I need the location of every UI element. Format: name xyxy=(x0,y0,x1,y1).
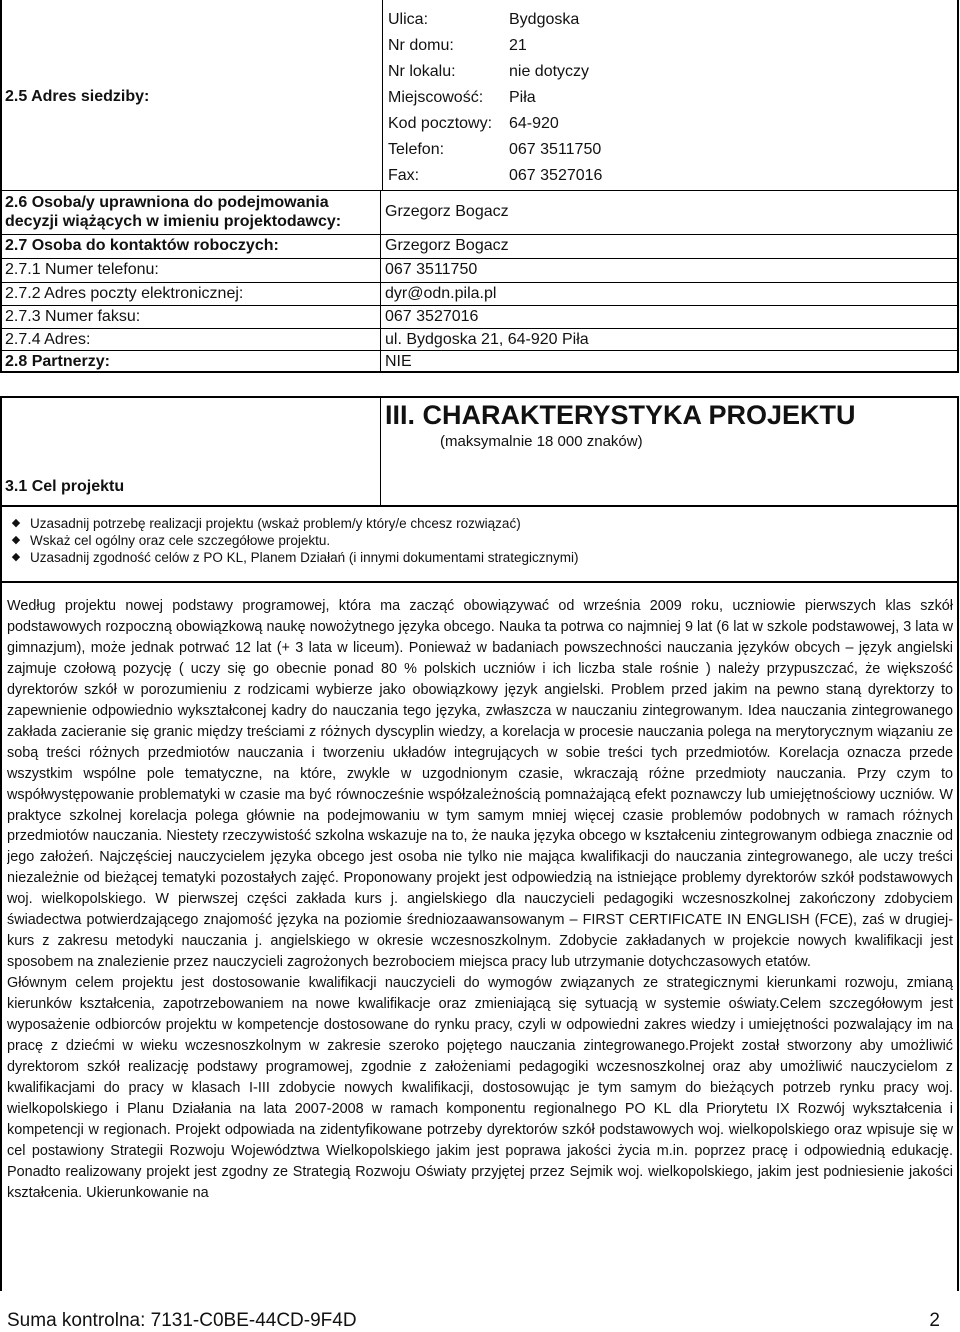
authorized-person-label-line2: decyzji wiążących w imieniu projektodawcy: xyxy=(5,213,342,230)
city-label: Miejscowość: xyxy=(388,89,484,106)
body-paragraph: Głównym celem projektu jest dostosowanie kwalifikacji nauczycieli do wymogów związanych ze strategicznymi kierunkami rozwoju, zmianą kierunków kształcenia, zapotrzebowaniem na nowe kwalifikacje oraz zmieniającą się sytuacją w systemie oświaty.Celem szczegółowym jest wyposażenie odbiorców projektu w kompetencje dostosowane do rynku pracy, czyli w odpowiedni zakres wiedzy i umiejętności pozwalający im na pracę z dziećmi w wieku wczesnoszkolnym w zakresie szeroko pojętego nauczania zintegrowanego.Projekt został stworzony aby umożliwić dyrektorom szkół realizację podstawy programowej, zgodnie z założeniami pedagogiki wczesnoszkolnej oraz aby umożliwić nauczycielom z kwalifikacjami do pracy w klasach I-III zdobycie nowych kwalifikacji, dostosowując je tym samym do bieżących potrzeb rynku pracy woj. wielkopolskiego i Planu Działania na lata 2007-2008 w ramach komponentu regionalnego PO KL dla Priorytetu IX Rozwój wykształcenia i kompetencji w regionach. Projekt odpowiada na zidentyfikowane potrzeby dyrektorów szkół podstawowych woj. wielkopolskiego oraz wpisuje się w cel postawiony Strategii Rozwoju Województwa Wielkopolskiego jakim jest poprawa jakości życia m.in. poprzez pracę i odpowiednią edukację. Ponadto realizowany projekt jest zgodny ze Strategią Rozwoju Oświaty przyjętej przez Sejmik woj. wielkopolskiego, jakim jest podniesienie jakości kształcenia. Ukierunkowanie na xyxy=(7,975,953,1201)
contact-address-label: 2.7.4 Adres: xyxy=(5,331,91,348)
fax-label: Fax: xyxy=(388,167,420,184)
checksum: Suma kontrolna: 7131-C0BE-44CD-9F4D xyxy=(7,1310,357,1331)
instruction-text: Uzasadnij potrzebę realizacji projektu (wskaż problem/y który/e chcesz rozwiązać) xyxy=(30,516,521,531)
postal-code-value: 64-920 xyxy=(509,115,559,132)
section-title: III. CHARAKTERYSTYKA PROJEKTU xyxy=(385,400,856,430)
house-number-value: 21 xyxy=(509,37,527,54)
street-value: Bydgoska xyxy=(509,11,580,28)
partners-value: NIE xyxy=(385,353,412,370)
street-label: Ulica: xyxy=(388,11,429,28)
list-item xyxy=(10,515,910,532)
apartment-label: Nr lokalu: xyxy=(388,63,456,80)
phone-label: Telefon: xyxy=(388,141,445,158)
diamond-bullet-icon: ◆ xyxy=(11,534,21,546)
authorized-person-value: Grzegorz Bogacz xyxy=(385,203,509,220)
contact-person-label: 2.7 Osoba do kontaktów roboczych: xyxy=(5,237,279,254)
contact-phone-label: 2.7.1 Numer telefonu: xyxy=(5,261,159,278)
house-number-label: Nr domu: xyxy=(388,37,454,54)
section-subtitle: (maksymalnie 18 000 znaków) xyxy=(440,433,643,450)
partners-label: 2.8 Partnerzy: xyxy=(5,353,110,370)
apartment-value: nie dotyczy xyxy=(509,63,590,80)
address-section-label: 2.5 Adres siedziby: xyxy=(5,88,150,105)
fax-number-label: 2.7.3 Numer faksu: xyxy=(5,308,141,325)
contact-person-value: Grzegorz Bogacz xyxy=(385,237,509,254)
phone-value: 067 3511750 xyxy=(509,141,602,158)
contact-phone-value: 067 3511750 xyxy=(385,261,478,278)
email-label: 2.7.2 Adres poczty elektronicznej: xyxy=(5,285,244,302)
project-goal-label: 3.1 Cel projektu xyxy=(5,478,125,495)
fax-value: 067 3527016 xyxy=(509,167,603,184)
diamond-bullet-icon: ◆ xyxy=(11,517,21,529)
postal-code-label: Kod pocztowy: xyxy=(388,115,493,132)
page-number: 2 xyxy=(929,1310,940,1331)
instruction-text: Wskaż cel ogólny oraz cele szczegółowe projektu. xyxy=(30,533,331,548)
city-value: Piła xyxy=(509,89,536,106)
diamond-bullet-icon: ◆ xyxy=(11,551,21,563)
fax-number-value: 067 3527016 xyxy=(385,308,479,325)
email-value: dyr@odn.pila.pl xyxy=(385,285,497,302)
authorized-person-label-line1: 2.6 Osoba/y uprawniona do podejmowania xyxy=(5,194,329,211)
body-paragraph: Według projektu nowej podstawy programowej, która ma zacząć obowiązywać od września 2009 roku, uczniowie pierwszych klas szkół podstawowych rozpoczną obowiązkową naukę nowożytnego języka obcego. Nauka ta potrwa co najmniej 9 lat (6 lat w szkole podstawowej, 3 lata w gimnazjum), może jednak potrwać 12 lat (+ 3 lata w liceum). Ponieważ w badaniach powszechności nauczania języków obcych – język angielski zajmuje czołową pozycję ( uczy się go obecnie ponad 80 % polskich uczniów i ich liczba stale rośnie ) należy przypuszczać, że większość dyrektorów szkół w porozumieniu z rodzicami wybierze jako obowiązkowy język angielski. Problem przed jakim na pewno staną dyrektorzy to zapewnienie odpowiednio wykształconej kadry do nauczania tego języka, zwłaszcza w nauczaniu zintegrowanym. Idea nauczania zintegrowanego zakłada zacieranie się granic między treściami z różnych dyscyplin wiedzy, a korelacja w procesie nauczania polega na merytorycznym wiązaniu ze sobą treści różnych przedmiotów nauczania i tworzeniu układów integrujących w sobie treści tych przedmiotów. Korelacja oznacza przede wszystkim wspólne pole tematyczne, na które, zwykle w uzgodnionym czasie, wkraczają różne przedmioty nauczania. Przy czym to współwystępowanie problematyki w czasie ma być równocześnie współzależnością pomnażającą efekt poznawczy lub umiejętnościowy uczniów. W praktyce szkolnej korelacja polega głównie na podejmowaniu w tym samym mniej więcej czasie problemów podobnych w ramach różnych przedmiotów nauczania. Niestety rzeczywistość szkolna wskazuje na to, że nauka języka obcego w kształceniu zintegrowanym odbiega znacznie od jego założeń. Najczęściej nauczycielem języka obcego jest osoba nie tylko nie mająca kwalifikacji do nauczania zintegrowanego, ale uczy treści niezależnie od bieżącej tematyki pozostałych zajęć. Proponowany projekt jest odpowiedzią na istniejące problemy dyrektorów szkół podstawowych woj. wielkopolskiego. W pierwszej części zakłada kurs j. angielskiego dla nauczycieli pedagogiki wczesnoszkolnej zakończony zdobyciem świadectwa potwierdzającego znajomość języka na poziomie średniozaawansowanym – FIRST CERTIFICATE IN ENGLISH (FCE), zaś w drugiej-kurs z zakresu metodyki nauczania j. angielskiego w okresie wczesnoszkolnym. Zdobycie zakładanych w projekcie nowych kwalifikacji jest sposobem na znalezienie przez nauczycieli zagrożonych bezrobociem miejsca pracy lub utrzymanie dotychczasowych etatów. xyxy=(7,598,953,971)
instruction-list xyxy=(10,515,910,566)
list-item xyxy=(10,532,910,549)
instruction-text: Uzasadnij zgodność celów z PO KL, Planem Działań (i innymi dokumentami strategicznymi) xyxy=(30,550,579,565)
list-item xyxy=(10,549,910,566)
contact-address-value: ul. Bydgoska 21, 64-920 Piła xyxy=(385,331,589,348)
project-justification-text xyxy=(7,596,953,1276)
